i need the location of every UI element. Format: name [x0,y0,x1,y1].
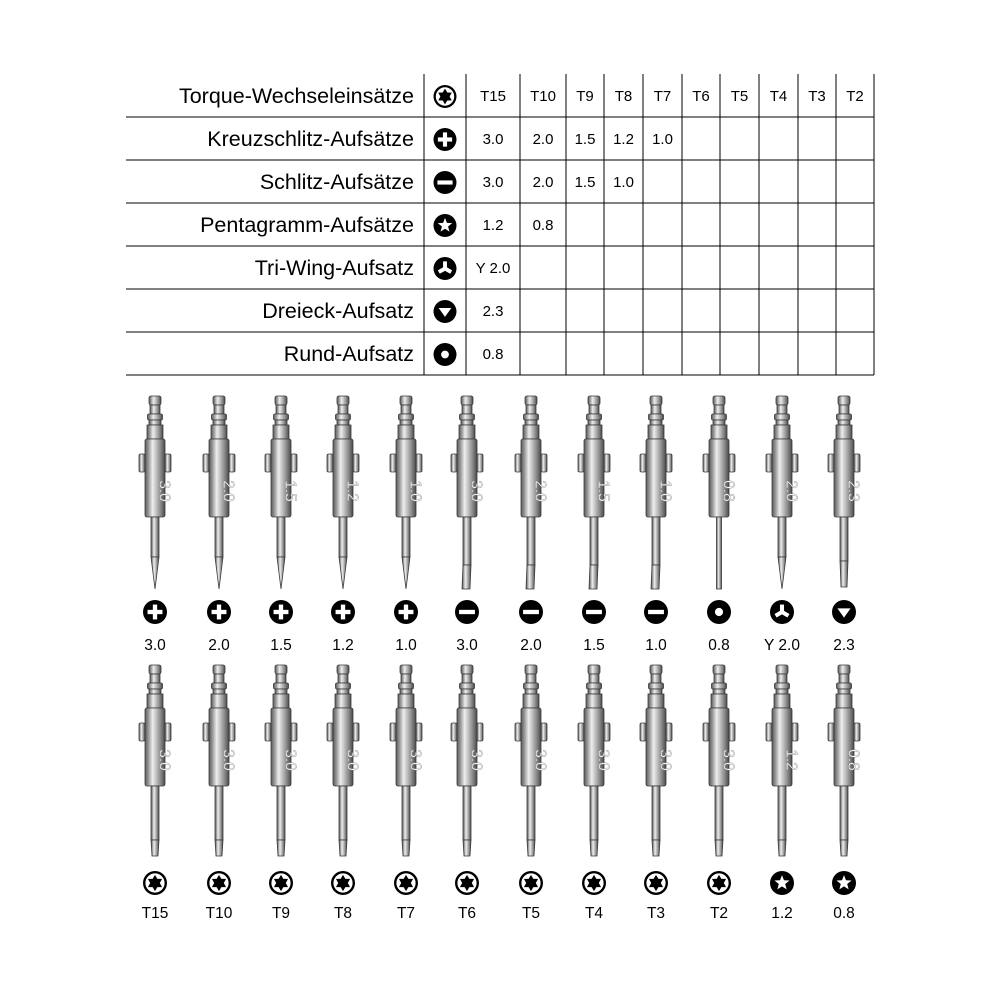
bit-label: T5 [521,905,541,922]
bit-engraving: 3.0 [656,749,674,771]
slotted-icon [644,600,668,624]
bit-image [265,665,299,856]
bit-item [390,665,424,922]
bit-item [327,665,361,922]
table-cell: Y 2.0 [475,260,511,277]
bit-label: T15 [141,905,169,922]
bit-item [828,396,862,654]
bit-engraving: 1.5 [594,480,612,502]
bit-engraving: 2.3 [844,480,862,502]
table-cell: 1.2 [613,131,634,148]
tri-wing-icon [770,600,794,624]
bit-image [828,396,862,587]
table-cell: 1.5 [574,131,596,148]
bit-image [451,665,485,856]
bit-label: T8 [333,905,353,922]
table-cell: T2 [846,88,864,105]
bit-image [703,396,737,589]
bit-engraving: 1.0 [656,480,674,502]
bit-label: T7 [396,905,416,922]
table-cell: T7 [653,88,672,105]
bit-item [327,396,361,654]
bit-image [578,665,612,856]
table-cell: 3.0 [482,131,504,148]
table-cell: 1.0 [652,131,673,148]
phillips-icon [394,600,418,624]
bit-label: 1.2 [771,905,793,922]
bit-engraving: 2.0 [782,480,800,502]
table-cell: T15 [480,88,506,105]
bit-label: 3.0 [456,637,478,654]
torx-icon [331,871,355,895]
table-cell: T4 [769,88,788,105]
bit-item [265,396,299,654]
bit-item [703,665,737,922]
bit-label: 0.8 [708,637,730,654]
torx-icon [519,871,543,895]
bit-engraving: 3.0 [467,480,485,502]
bit-engraving: 0.8 [844,749,862,771]
bit-image [390,665,424,856]
bit-item [640,665,674,922]
bit-item [139,396,173,654]
row-label: Pentagramm-Aufsätze [200,213,414,237]
table-cell: 2.0 [532,174,554,191]
bit-label: T9 [271,905,291,922]
phillips-icon [331,600,355,624]
bit-item [139,665,173,922]
bit-image [828,665,862,856]
bit-label: T3 [646,905,666,922]
bit-engraving: 2.0 [531,480,549,502]
bit-image [640,665,674,856]
bit-item [515,665,549,922]
bit-engraving: 1.2 [343,480,361,502]
round-icon [707,600,731,624]
torx-icon [269,871,293,895]
table-cell: 2.0 [532,131,554,148]
row-label: Schlitz-Aufsätze [259,170,414,194]
bit-item [265,665,299,922]
bit-item [578,665,612,922]
table-cell: T6 [692,88,710,105]
bit-engraving: 3.0 [406,749,424,771]
torx-icon [455,871,479,895]
bit-label: 0.8 [833,905,855,922]
bit-item [578,396,612,654]
bit-label: 1.5 [583,637,605,654]
bit-image [515,396,549,589]
bit-engraving: 3.0 [594,749,612,771]
bit-engraving: 3.0 [281,749,299,771]
bit-image [766,665,800,856]
slotted-icon [455,600,479,624]
table-cell: 1.5 [574,174,596,191]
bit-label: T10 [205,905,233,922]
bit-item [203,396,237,654]
triangle-icon [832,600,856,624]
table-cell: 0.8 [482,346,504,363]
table-cell: T10 [530,88,556,105]
bit-image [327,396,361,589]
bit-engraving: 3.0 [467,749,485,771]
bit-image [327,665,361,856]
bit-label: 1.0 [395,637,417,654]
pentalobe-star-icon [770,871,794,895]
bit-label: Y 2.0 [764,637,800,654]
bit-engraving: 3.0 [343,749,361,771]
bit-image [203,396,237,589]
bit-item [703,396,737,654]
table-cell: 3.0 [482,174,504,191]
table-cell: T9 [576,88,594,105]
table-cell: T5 [730,88,749,105]
bit-engraving: 2.0 [219,480,237,502]
bit-image [703,665,737,856]
row-label: Rund-Aufsatz [283,342,414,366]
bit-image [515,665,549,856]
bit-item [828,665,862,922]
table-cell: T3 [808,88,826,105]
bit-item [451,396,485,654]
bit-label: 3.0 [144,637,166,654]
bit-item [640,396,674,654]
bit-engraving: 3.0 [155,749,173,771]
row-label: Torque-Wechseleinsätze [178,84,414,108]
bit-label: 2.0 [520,637,542,654]
bit-image [766,396,800,589]
bit-image [640,396,674,589]
bit-item [764,396,800,654]
row-label: Tri-Wing-Aufsatz [254,256,414,280]
torx-icon [582,871,606,895]
bit-image [265,396,299,589]
bits-row-bottom [139,665,862,922]
table-cell: 1.0 [613,174,634,191]
torx-icon [707,871,731,895]
row-label: Dreieck-Aufsatz [262,299,414,323]
table-cell: T8 [614,88,633,105]
bit-item [515,396,549,654]
bit-image [578,396,612,589]
torx-icon [207,871,231,895]
bit-image [139,396,173,589]
torx-icon [394,871,418,895]
pentalobe-star-icon [832,871,856,895]
bit-item [203,665,237,922]
slotted-icon [582,600,606,624]
table-cell: 0.8 [532,217,554,234]
bit-label: 1.0 [645,637,667,654]
phillips-icon [143,600,167,624]
slotted-icon [519,600,543,624]
bit-image [390,396,424,589]
torx-icon [644,871,668,895]
table-cell: 1.2 [482,217,504,234]
bit-item [766,665,800,922]
bit-label: T6 [457,905,477,922]
bits-row-top [139,396,862,654]
row-label: Kreuzschlitz-Aufsätze [207,127,414,151]
bit-engraving: 1.2 [782,749,800,771]
phillips-icon [207,600,231,624]
bit-engraving: 3.0 [219,749,237,771]
bit-label: T4 [584,905,604,922]
bit-label: 2.0 [208,637,230,654]
bit-label: 2.3 [833,637,855,654]
bit-label: T2 [709,905,729,922]
bit-image [451,396,485,589]
bit-engraving: 1.0 [406,480,424,502]
bit-label: 1.2 [332,637,354,654]
bit-engraving: 0.8 [719,480,737,502]
bit-engraving: 3.0 [531,749,549,771]
bit-image [203,665,237,856]
bit-item [390,396,424,654]
table-cell: 2.3 [482,303,504,320]
torx-icon [143,871,167,895]
phillips-icon [269,600,293,624]
bit-label: 1.5 [270,637,292,654]
bit-engraving: 3.0 [155,480,173,502]
bit-engraving: 3.0 [719,749,737,771]
bit-engraving: 1.5 [281,480,299,502]
bit-image [139,665,173,856]
bit-item [451,665,485,922]
